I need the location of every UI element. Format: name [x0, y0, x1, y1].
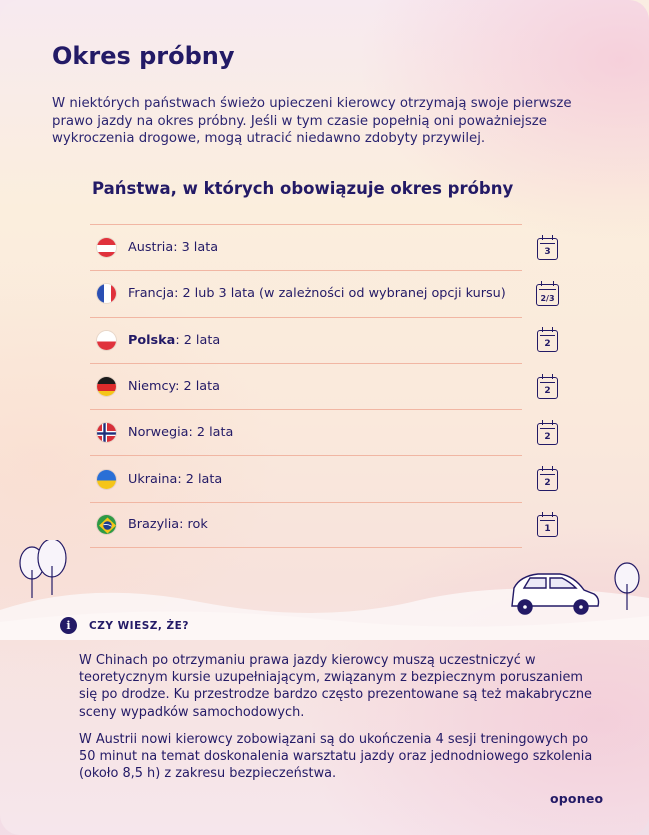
- intro-text: W niektórych państwach świeżo upieczeni kierowcy otrzymają swoje pierwsze prawo jazdy na okres próbny. Jeśli w tym czasie popełnią oni poważniejsze wykroczenia drogowe, mogą utracić niedawno zdobyty przywilej.: [52, 96, 572, 146]
- country-period: : 2 lata: [177, 471, 223, 487]
- calendar-icon: 2: [537, 423, 558, 445]
- country-row-poland: [90, 317, 522, 363]
- norway-flag-icon: [96, 422, 117, 443]
- germany-flag-icon: [96, 376, 117, 397]
- country-period: : 2 lata: [175, 379, 221, 395]
- calendar-icon: 2/3: [536, 284, 559, 306]
- country-row-ukraine: [90, 455, 522, 501]
- country-name: Niemcy: [128, 379, 176, 395]
- calendar-icon: 3: [537, 238, 558, 260]
- country-period: : 2 lata: [188, 425, 234, 441]
- section-title: Państwa, w których obowiązuje okres próbny: [92, 179, 514, 198]
- country-name: Norwegia: [128, 425, 189, 441]
- tree-icon: [20, 540, 66, 598]
- fact-paragraph-austria: W Austrii nowi kierowcy zobowiązani są do ukończenia 4 sesji treningowych po 50 minut na temat doskonalenia warsztatu jazdy oraz jednodniowego szkolenia (około 8,5 h) z zakresu bezpieczeństwa.: [79, 732, 593, 782]
- page-title: Okres próbny: [52, 42, 235, 70]
- country-period: : 3 lata: [173, 240, 219, 256]
- calendar-icon: 2: [537, 469, 558, 491]
- oponeo-logo: oponeo: [550, 791, 604, 806]
- country-name: Polska: [128, 332, 176, 348]
- did-you-know-label: CZY WIESZ, ŻE?: [89, 619, 189, 632]
- poland-flag-icon: [96, 330, 117, 351]
- country-period: : 2 lata: [175, 332, 221, 348]
- country-row-france: [90, 270, 522, 316]
- did-you-know-header: [60, 617, 189, 634]
- calendar-icon: 1: [537, 515, 558, 537]
- brazil-flag-icon: [96, 514, 117, 535]
- country-name: Austria: [128, 240, 174, 256]
- calendar-icon: 2: [537, 330, 558, 352]
- country-period: : rok: [179, 517, 208, 533]
- calendar-icon: 2: [537, 377, 558, 399]
- country-row-norway: [90, 409, 522, 455]
- austria-flag-icon: [96, 237, 117, 258]
- ukraine-flag-icon: [96, 469, 117, 490]
- country-period: : 2 lub 3 lata (w zależności od wybranej opcji kursu): [174, 286, 506, 302]
- country-name: Francja: [128, 286, 175, 302]
- country-name: Ukraina: [128, 471, 178, 487]
- info-icon: i: [60, 617, 77, 634]
- country-list: [90, 224, 522, 548]
- country-row-austria: [90, 224, 522, 270]
- fact-paragraph-china: W Chinach po otrzymaniu prawa jazdy kierowcy muszą uczestniczyć w teoretycznym kursie uzupełniającym, związanym z bezpiecznym poruszaniem się po drodze. Ku przestrodze bardzo często prezentowane są też makabryczne sceny wypadków samochodowych.: [79, 653, 592, 720]
- country-name: Brazylia: [128, 517, 180, 533]
- country-row-germany: [90, 363, 522, 409]
- france-flag-icon: [96, 283, 117, 304]
